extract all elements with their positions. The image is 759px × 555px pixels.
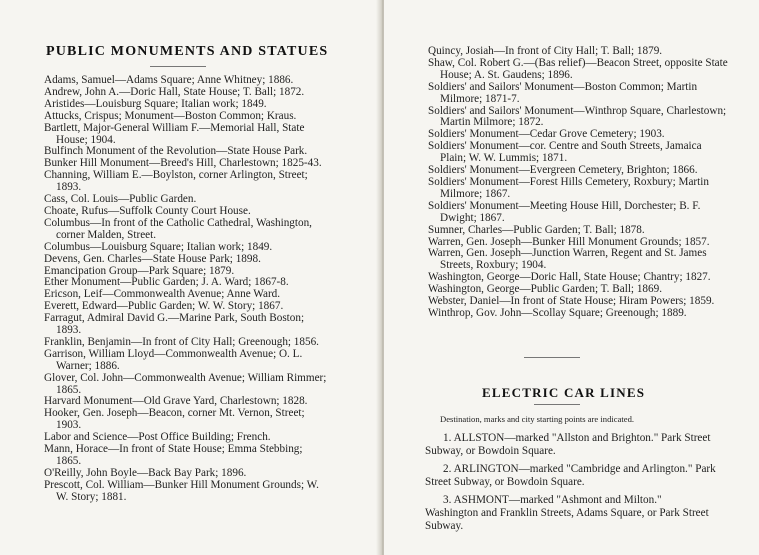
list-item: Warren, Gen. Joseph—Junction Warren, Regent and St. James Streets, Roxbury; 1904. (428, 247, 707, 272)
list-item: Columbus—Louisburg Square; Italian work; 1849. (44, 240, 273, 253)
section-note: Destination, marks and city starting points are indicated. (440, 414, 635, 424)
monument-list (44, 75, 330, 504)
list-item: 2. ARLINGTON—marked "Cambridge and Arlington." Park Street Subway, or Bowdoin Square. (425, 463, 716, 488)
list-item: 3. ASHMONT—marked "Ashmont and Milton." Washington and Franklin Streets, Adams Square, or Park Street Subway. (425, 494, 709, 532)
right-page (384, 0, 759, 555)
car-lines-list (425, 432, 717, 538)
list-item: Webster, Daniel—In front of State House; Hiram Powers; 1859. (428, 295, 715, 308)
list-item: Bulfinch Monument of the Revolution—State House Park. (44, 145, 308, 158)
list-item: Garrison, William Lloyd—Commonwealth Avenue; O. L. Warner; 1886. (44, 347, 303, 372)
list-item: Soldiers' Monument—cor. Centre and South Streets, Jamaica Plain; W. W. Lummis; 1871. (428, 140, 702, 165)
list-item: Columbus—In front of the Catholic Cathedral, Washington, corner Malden, Street. (44, 216, 312, 241)
list-item: Shaw, Col. Robert G.—(Bas relief)—Beacon Street, opposite State House; A. St. Gaudens; 1896. (428, 56, 728, 81)
list-item: Glover, Col. John—Commonwealth Avenue; William Rimmer; 1865. (44, 371, 327, 396)
list-item: Warren, Gen. Joseph—Bunker Hill Monument Grounds; 1857. (428, 235, 710, 248)
list-item: Harvard Monument—Old Grave Yard, Charlestown; 1828. (44, 395, 308, 408)
list-item: Winthrop, Gov. John—Scollay Square; Greenough; 1889. (428, 306, 687, 319)
list-item: Bartlett, Major-General William F.—Memorial Hall, State House; 1904. (44, 121, 305, 146)
list-item: Soldiers' and Sailors' Monument—Boston Common; Martin Milmore; 1871-7. (428, 80, 698, 105)
list-item: O'Reilly, John Boyle—Back Bay Park; 1896. (44, 466, 247, 479)
list-item: Choate, Rufus—Suffolk County Court House. (44, 204, 251, 217)
list-item: Attucks, Crispus; Monument—Boston Common; Kraus. (44, 109, 297, 122)
list-item: Adams, Samuel—Adams Square; Anne Whitney; 1886. (44, 74, 294, 86)
list-item: Emancipation Group—Park Square; 1879. (44, 264, 235, 277)
list-item: Ericson, Leif—Commonwealth Avenue; Anne Ward. (44, 288, 281, 301)
list-item: Soldiers' and Sailors' Monument—Winthrop Square, Charlestown; Martin Milmore; 1872. (428, 104, 727, 129)
list-item: Soldiers' Monument—Forest Hills Cemetery, Roxbury; Martin Milmore; 1867. (428, 175, 709, 200)
list-item: Soldiers' Monument—Meeting House Hill, Dorchester; B. F. Dwight; 1867. (428, 199, 701, 224)
list-item: Soldiers' Monument—Cedar Grove Cemetery; 1903. (428, 128, 665, 141)
monument-list-continued (428, 46, 730, 320)
section-heading: ELECTRIC CAR LINES (482, 385, 646, 400)
list-item: Quincy, Josiah—In front of City Hall; T. Ball; 1879. (428, 45, 663, 57)
list-item: Aristides—Louisburg Square; Italian work; 1849. (44, 97, 267, 110)
list-item: Everett, Edward—Public Garden; W. W. Story; 1867. (44, 300, 284, 313)
list-item: Farragut, Admiral David G.—Marine Park, South Boston; 1893. (44, 312, 305, 337)
list-item: Cass, Col. Louis—Public Garden. (44, 193, 197, 206)
list-item: Franklin, Benjamin—In front of City Hall; Greenough; 1856. (44, 335, 319, 348)
list-item: Labor and Science—Post Office Building; French. (44, 431, 271, 444)
list-item: Prescott, Col. William—Bunker Hill Monument Grounds; W. W. Story; 1881. (44, 478, 319, 503)
list-item: Ether Monument—Public Garden; J. A. Ward; 1867-8. (44, 276, 289, 289)
heading-rule (150, 66, 206, 67)
list-item: Andrew, John A.—Doric Hall, State House; T. Ball; 1872. (44, 85, 305, 98)
list-item: 1. ALLSTON—marked "Allston and Brighton." Park Street Subway, or Bowdoin Square. (425, 432, 711, 457)
list-item: Sumner, Charles—Public Garden; T. Ball; 1878. (428, 223, 645, 236)
heading-rule (534, 404, 580, 405)
list-item: Hooker, Gen. Joseph—Beacon, corner Mt. Vernon, Street; 1903. (44, 407, 305, 432)
list-item: Mann, Horace—In front of State House; Emma Stebbing; 1865. (44, 443, 303, 467)
list-item: Soldiers' Monument—Evergreen Cemetery, Brighton; 1866. (428, 164, 698, 177)
page-heading: PUBLIC MONUMENTS AND STATUES (46, 44, 329, 59)
section-rule (524, 357, 580, 358)
list-item: Channing, William E.—Boylston, corner Arlington, Street; 1893. (44, 169, 308, 194)
list-item: Washington, George—Public Garden; T. Ball; 1869. (428, 283, 663, 296)
list-item: Devens, Gen. Charles—State House Park; 1898. (44, 252, 261, 265)
list-item: Washington, George—Doric Hall, State House; Chantry; 1827. (428, 271, 711, 284)
list-item: Bunker Hill Monument—Breed's Hill, Charlestown; 1825-43. (44, 157, 322, 170)
